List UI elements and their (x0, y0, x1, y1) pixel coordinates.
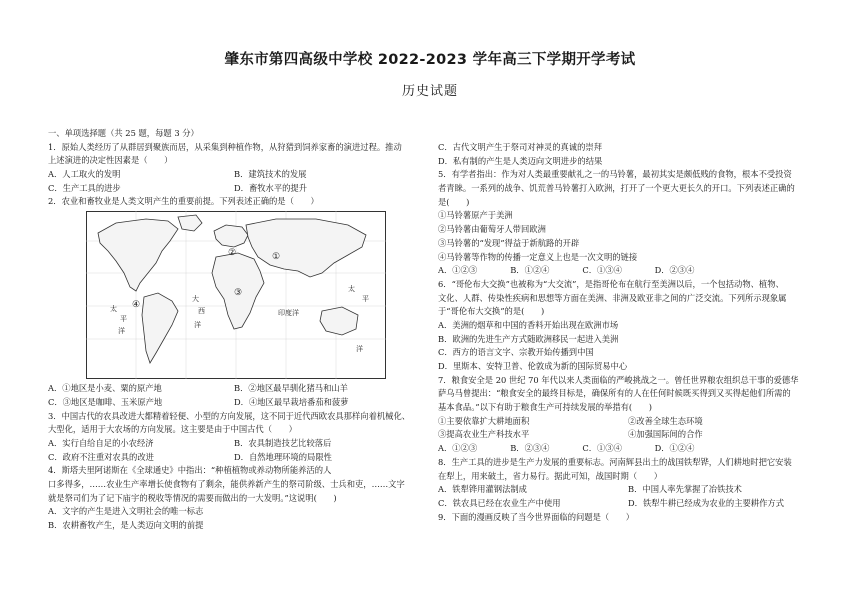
map-label-5: 西 (198, 307, 205, 316)
q6-stem-line-2: 文化、人群、传染性疾病和思想等方面在美洲、非洲及欧亚非之间的广泛交流。下列所示现象属 (438, 292, 787, 303)
question-9 (438, 511, 818, 525)
q7-item-1: ①主要依靠扩大耕地面积 (438, 415, 530, 426)
q4-stem-line-1: 4．斯塔夫里阿诺斯在《全球通史》中指出：“种植植物或养动物所能养活的人 (48, 465, 332, 476)
q1-option-d: D．畜牧水平的提升 (234, 182, 308, 193)
q1-option-c: C．生产工具的进步 (48, 182, 121, 193)
map-label-1: 太 (110, 305, 117, 314)
map-label-9: 平 (362, 295, 369, 304)
question-3 (48, 410, 420, 465)
q8-stem-line-2: 在犁上，用来破土，省力易行。据此可知，战国时期（ ） (438, 470, 663, 481)
q1-option-a: A．人工取火的发明 (48, 169, 121, 180)
q7-option-a: A．①②③ (438, 443, 478, 454)
q7-item-2: ②改善全球生态环境 (628, 415, 703, 426)
q6-option-a: A．美洲的烟草和中国的香料开始出现在欧洲市场 (438, 319, 619, 330)
map-label-8: 太 (348, 285, 355, 294)
q5-item-1: ①马铃薯原产于美洲 (438, 210, 513, 221)
q7-item-3: ③提高农业生产科技水平 (438, 429, 530, 440)
q1-option-b: B．建筑技术的发展 (234, 169, 307, 180)
q2-option-a: A．①地区是小麦、粟的原产地 (48, 383, 162, 394)
question-2 (48, 195, 420, 409)
map-label-3: 洋 (118, 327, 125, 336)
q2-option-b: B．②地区最早驯化猪马和山羊 (234, 383, 348, 394)
map-marker-4: ④ (132, 300, 141, 311)
question-8 (438, 456, 818, 511)
q8-stem-line-1: 8．生产工具的进步是生产力发展的重要标志。河南辉县出土的战国铁犁铧，人们耕地时把它安装 (438, 456, 792, 467)
q5-stem-line-3: 是( ) (438, 196, 470, 207)
map-label-6: 洋 (194, 321, 201, 330)
q4-option-c: C．古代文明产生于祭司对神灵的真诚的崇拜 (438, 142, 602, 152)
q3-stem-line-1: 3．中国古代的农具改进大都精着轻便、小型的方向发展，这不同于近代西欧农具那样向着机械化、 (48, 410, 411, 421)
q6-option-c: C．西方的语言文字、宗教开始传播到中国 (438, 347, 594, 358)
map-label-10: 洋 (356, 345, 363, 354)
left-column (48, 127, 420, 533)
exam-subtitle: 历史试题 (401, 84, 458, 99)
map-marker-1: ① (272, 252, 281, 263)
q5-stem-line-1: 5．有学者指出：作为对人类最重要献礼之一的马铃薯，最初其实是颇低贱的食物，根本不受投资 (438, 169, 792, 180)
question-4 (48, 464, 420, 532)
q7-option-d: D．①②④ (654, 443, 695, 454)
right-column (438, 141, 818, 524)
q6-option-b: B．欧洲的先进生产方式随欧洲移民一起进入美洲 (438, 333, 619, 344)
q5-item-3: ③马铃薯的“发现”得益于新航路的开辟 (438, 237, 580, 248)
q5-item-2: ②马铃薯由葡萄牙人带回欧洲 (438, 224, 546, 235)
world-map (86, 211, 386, 379)
question-5 (438, 168, 818, 278)
q5-option-b: B．①②④ (510, 265, 550, 276)
q7-item-4: ④加强国际间的合作 (628, 429, 703, 440)
question-6 (438, 278, 818, 374)
q3-option-a: A．实行自给自足的小农经济 (48, 437, 154, 448)
q9-stem: 9．下面的漫画反映了当今世界面临的问题是（ ） (438, 511, 635, 522)
q3-option-b: B．农具制造技艺比较落后 (234, 437, 332, 448)
q2-option-d: D．④地区最早栽培番茄和菠萝 (234, 396, 349, 407)
q5-stem-line-2: 者青睐。一系列的战争、饥荒普马铃薯打入欧洲，打开了一个更大更长久的开口。下列表述正确的 (438, 183, 795, 194)
q4-stem-line-3: 就是祭司们为了记下庙宇的税收等情况的需要而做出的一大发明。”这说明( ) (48, 492, 337, 503)
map-label-7: 印度洋 (278, 309, 299, 318)
q8-option-b: B．中国人率先掌握了冶铁技术 (628, 484, 742, 495)
q7-stem-line-3: 基本食品。”以下有助于粮食生产可持续发展的举措有( ) (438, 402, 652, 413)
q7-option-b: B．②③④ (510, 443, 550, 454)
q3-stem-line-2: 大型化，适用于大农场的方向发展。这主要是由于中国古代（ ） (48, 424, 297, 435)
map-label-2: 平 (120, 315, 127, 324)
q5-option-a: A．①②③ (438, 265, 478, 276)
exam-title: 肇东市第四高级中学校 2022-2023 学年高三下学期开学考试 (224, 52, 636, 68)
section-heading: 一、单项选择题（共 25 题，每题 3 分） (48, 128, 199, 138)
q3-option-d: D．自然地理环境的局限性 (234, 451, 332, 462)
q2-option-c: C．③地区是咖啡、玉米原产地 (48, 396, 163, 407)
q7-stem-line-1: 7．粮食安全是 20 世纪 70 年代以来人类面临的严峻挑战之一。曾任世界粮农组织总干事的爱德华 (438, 374, 799, 385)
q8-option-c: C．铁农具已经在农业生产中使用 (438, 497, 561, 508)
q5-option-c: C．①③④ (582, 265, 622, 276)
q4-stem-line-2: 口多得多，……农业生产率增长使食物有了剩余，能供养新产生的祭司阶级、士兵和吏，……文字 (48, 478, 405, 489)
q5-option-d: D．②③④ (654, 265, 695, 276)
q6-stem-line-1: 6．“哥伦布大交换”也被称为“大交流”，是指哥伦布在航行至美洲以后，一个包括动物、植物、 (438, 278, 784, 289)
map-marker-2: ② (228, 248, 237, 259)
q4-option-b: B．农耕畜牧产生，是人类迈向文明的前提 (48, 520, 204, 530)
q6-stem-line-3: 于“哥伦布大交换”的是( ) (438, 306, 545, 317)
map-label-4: 大 (192, 295, 199, 304)
q1-stem-line-1: 1．原始人类经历了从群居到聚族而居，从采集到种植作物，从狩猎到饲养家畜的演进过程。推动 (48, 141, 402, 152)
q6-option-d: D．里斯本、安特卫普、伦敦成为新的国际贸易中心 (438, 361, 628, 371)
question-7 (438, 374, 818, 456)
question-1 (48, 141, 420, 196)
map-marker-3: ③ (234, 288, 243, 299)
q4-option-a: A．文字的产生是进入文明社会的唯一标志 (48, 506, 204, 517)
q2-stem: 2．农业和畜牧业是人类文明产生的重要前提。下列表述正确的是（ ） (48, 196, 319, 207)
q8-option-d: D．铁犁牛耕已经成为农业的主要耕作方式 (628, 497, 784, 508)
q4-option-d: D．私有制的产生是人类迈向文明进步的结果 (438, 155, 603, 166)
q7-option-c: C．①③④ (582, 443, 622, 454)
q3-option-c: C．政府不注重对农具的改进 (48, 451, 154, 462)
world-map-figure (86, 211, 386, 379)
q7-stem-line-2: 萨乌马曾提出：“粮食安全的最终目标是，确保所有的人在任何时候既买得到又买得起他们所需的 (438, 388, 791, 399)
q8-option-a: A．铁犁铧用灌钢法制成 (438, 484, 527, 495)
q5-item-4: ④马铃薯等作物的传播一定意义上也是一次文明的链接 (438, 251, 638, 262)
q1-stem-line-2: 上述演进的决定性因素是（ ） (48, 155, 173, 166)
